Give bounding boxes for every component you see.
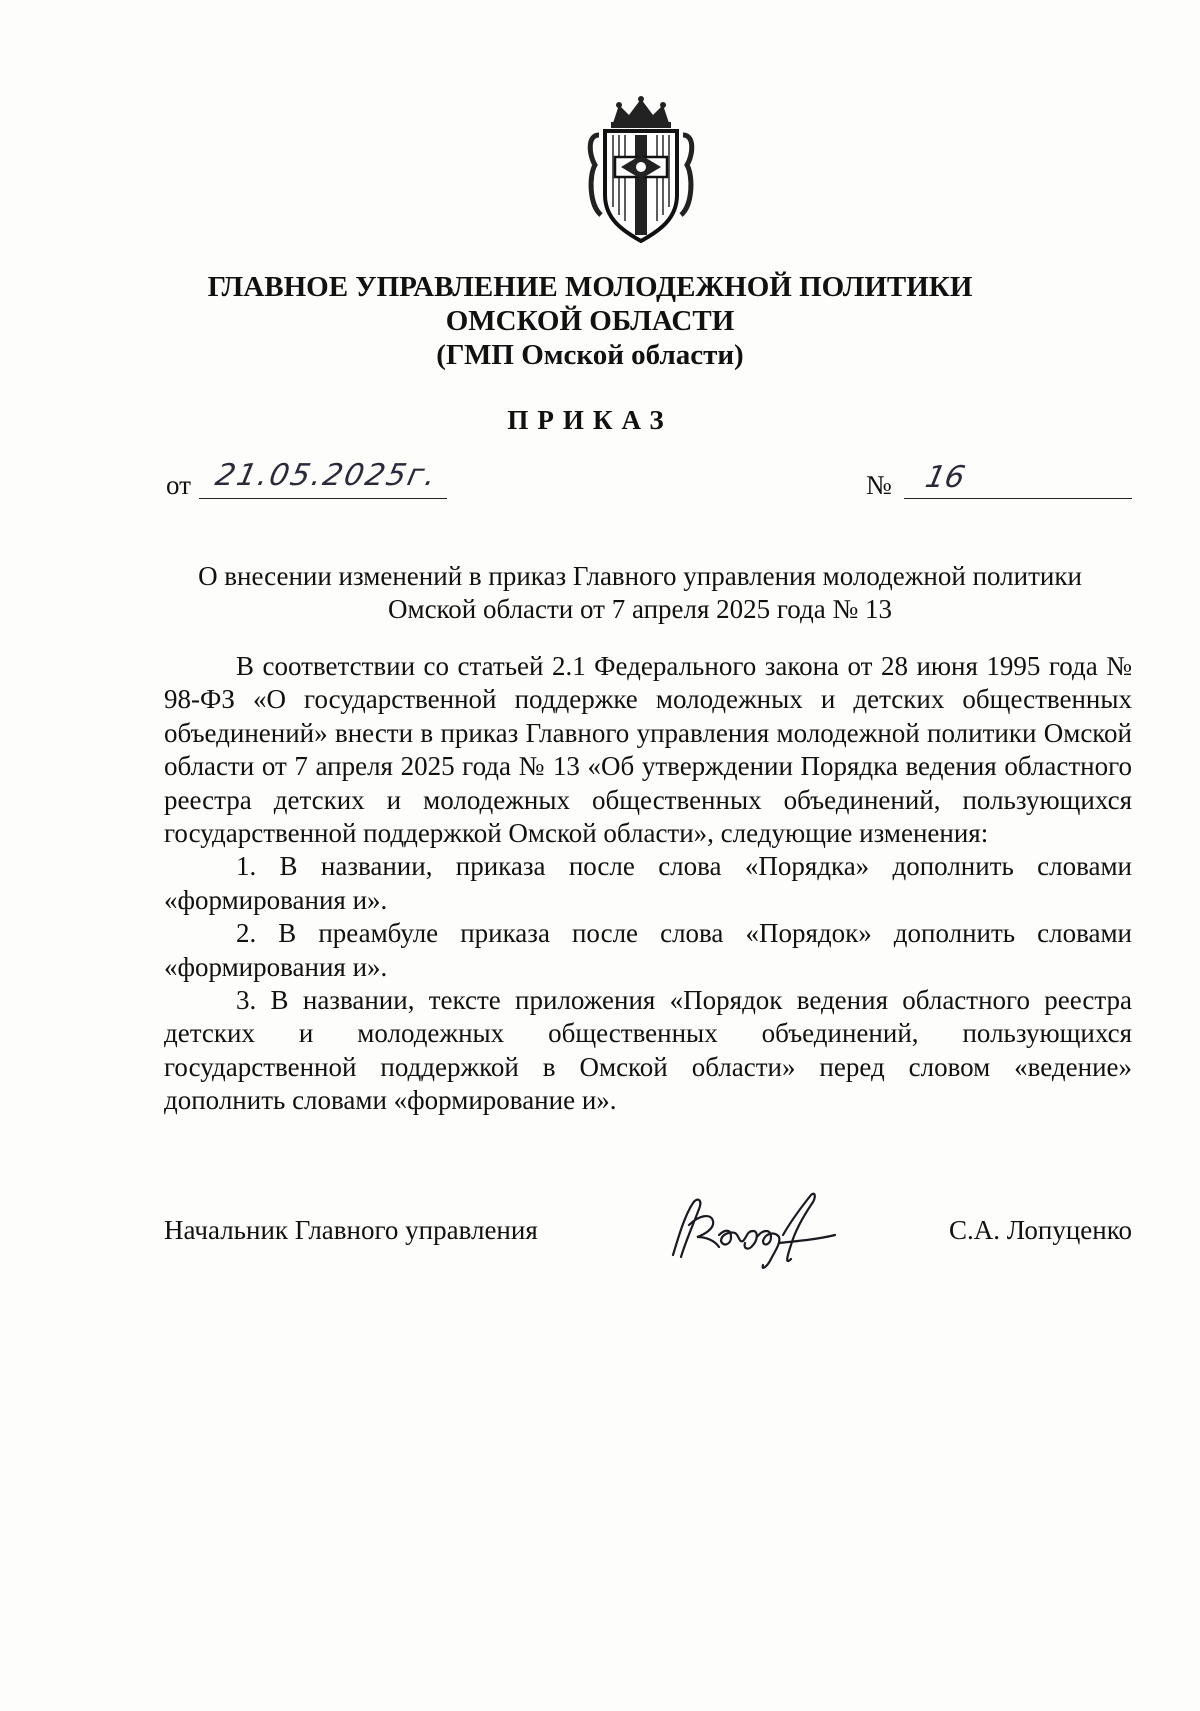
- date-prefix: от: [166, 470, 191, 500]
- item-paragraph-2: 2. В преамбуле приказа после слова «Порядок» дополнить словами «формирования и».: [164, 918, 1132, 982]
- signatory-position: Начальник Главного управления: [164, 1215, 538, 1245]
- date-value: 21.05.2025г.: [212, 458, 441, 493]
- number-value: 16: [922, 460, 968, 495]
- number-underline: [904, 498, 1132, 499]
- handwritten-signature-icon: [659, 1185, 849, 1275]
- subject-line: О внесении изменений в приказ Главного управления молодежной политики: [198, 561, 1082, 591]
- preamble-paragraph: В соответствии со статьей 2.1 Федерального закона от 28 июня 1995 года № 98-ФЗ «О государственной поддержке молодежных и детских общественных объединений» внести в приказ Главного управления молодежной политики Омской области от 7 апреля 2025 года № 13 «Об утверждении Порядка ведения областного реестра детских и молодежных общественных объединений, пользующихся государственной поддержкой Омской области», следующие изменения:: [164, 651, 1132, 849]
- document-body: [164, 650, 1132, 1118]
- org-name-line: ГЛАВНОЕ УПРАВЛЕНИЕ МОЛОДЕЖНОЙ ПОЛИТИКИ: [207, 271, 973, 303]
- org-short-name: (ГМП Омской области): [436, 339, 744, 371]
- item-paragraph-1: 1. В названии, приказа после слова «Порядка» дополнить словами «формирования и».: [164, 851, 1132, 915]
- org-name-line: ОМСКОЙ ОБЛАСТИ: [445, 305, 735, 337]
- signatory-name: С.А. Лопуценко: [949, 1215, 1132, 1245]
- number-prefix: №: [866, 470, 892, 500]
- document-subject: [160, 560, 1120, 626]
- coat-of-arms-icon: [585, 95, 697, 245]
- signature-block: [164, 1185, 1132, 1275]
- date-underline: [199, 498, 447, 499]
- organization-name: [150, 270, 1030, 372]
- item-paragraph-3: 3. В названии, тексте приложения «Порядок ведения областного реестра детских и молодежных общественных объединений, пользующихся государственной поддержкой в Омской области» перед словом «ведение» дополнить словами «формирование и».: [164, 985, 1132, 1116]
- document-type: ПРИКАЗ: [507, 405, 673, 435]
- subject-line: Омской области от 7 апреля 2025 года № 13: [387, 594, 893, 624]
- date-number-row: [166, 458, 1132, 506]
